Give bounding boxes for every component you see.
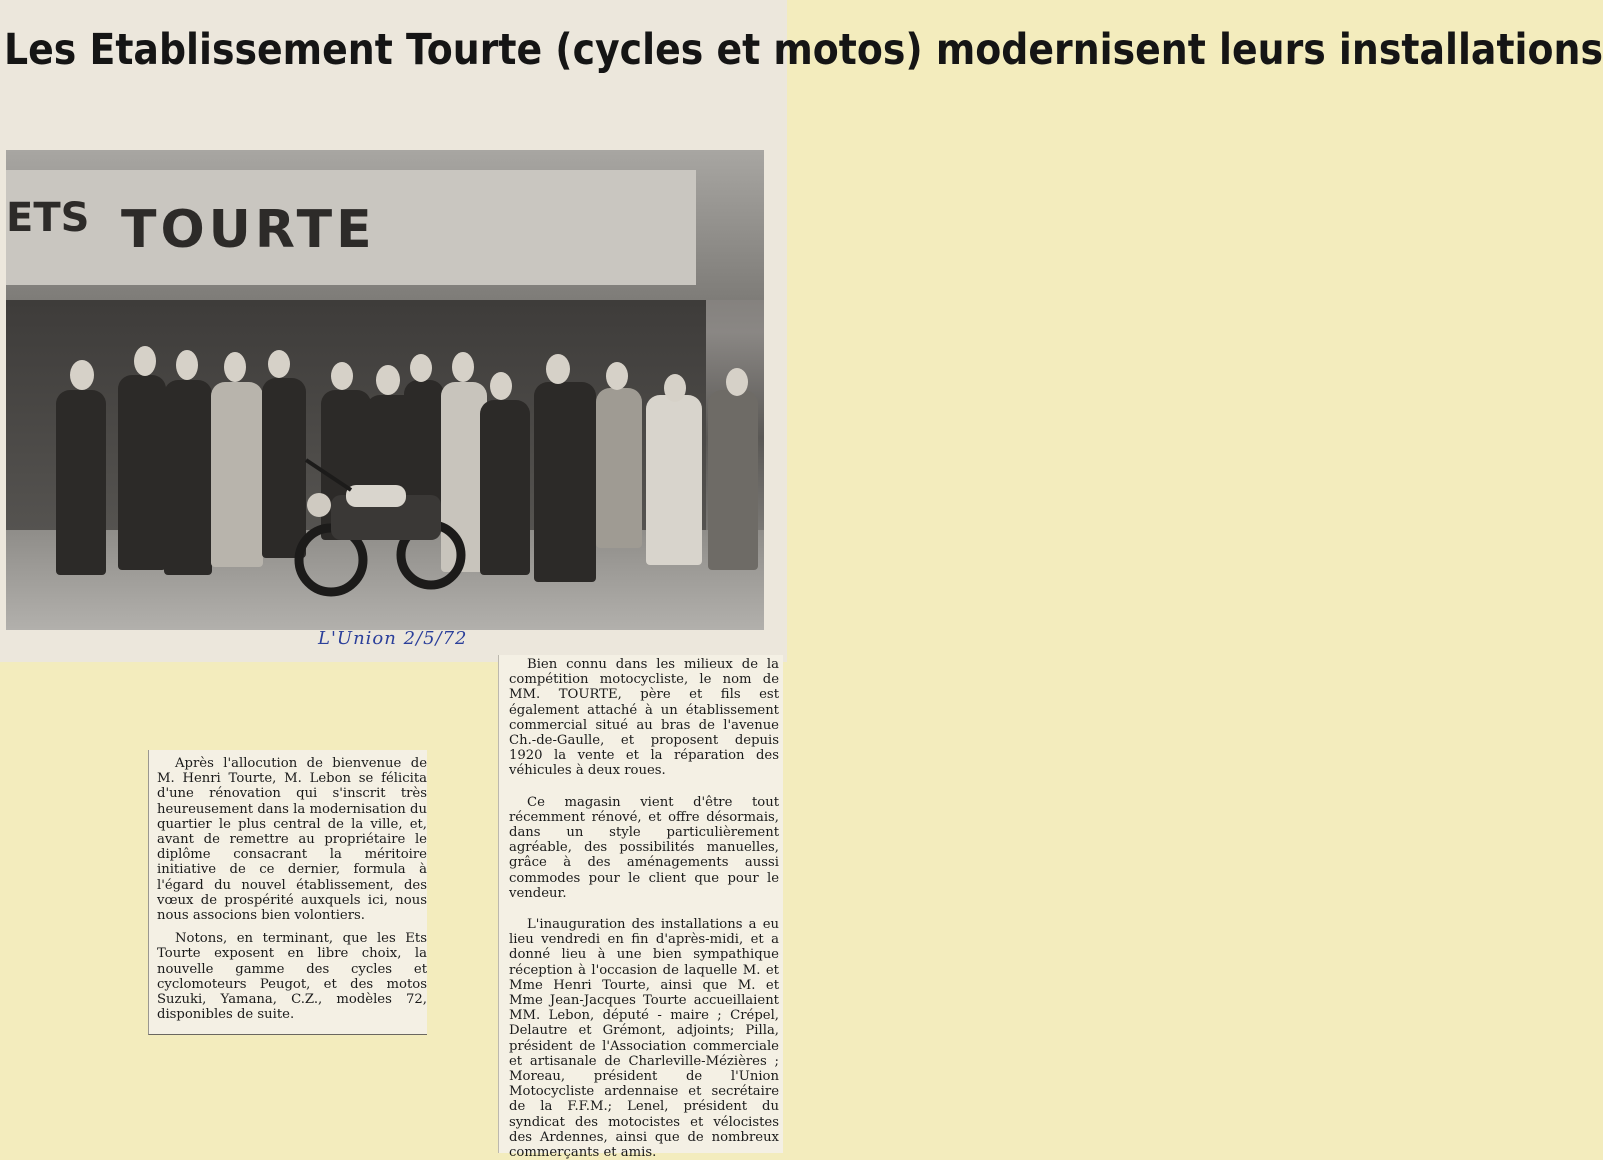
person-head: [376, 365, 400, 395]
person-head: [452, 352, 474, 382]
person-figure: [211, 382, 263, 567]
person-head: [664, 374, 686, 402]
person-figure: [480, 400, 530, 575]
shop-sign-tourte: TOURTE: [121, 200, 376, 260]
person-head: [331, 362, 353, 390]
person-head: [410, 354, 432, 382]
article-paragraph: Notons, en terminant, que les Ets Tourte exposent en libre choix, la nouvelle gamme des cycles et cyclomoteurs Peugot, et des motos Suzuki, Yamana, C.Z., modèles 72, disponibles de suite.: [157, 931, 427, 1023]
person-figure: [118, 375, 166, 570]
person-head: [268, 350, 290, 378]
person-head: [70, 360, 94, 390]
person-figure: [56, 390, 106, 575]
person-head: [606, 362, 628, 390]
article-paragraph: Bien connu dans les milieux de la compétition motocycliste, le nom de MM. TOURTE, père et fils est également attaché à un établissement commercial situé au bras de l'avenue Ch.-de-Gaulle, et proposent depuis 1920 la vente et la réparation des véhicules à deux roues.: [509, 657, 779, 779]
person-figure: [708, 390, 758, 570]
person-head: [490, 372, 512, 400]
person-figure: [164, 380, 212, 575]
shop-sign-ets: ETS: [6, 195, 90, 241]
article-column-left: [148, 750, 427, 1035]
article-paragraph: Après l'allocution de bienvenue de M. Henri Tourte, M. Lebon se félicita d'une rénovation qui s'inscrit très heureusement dans la modernisation du quartier le plus central de la ville, et, avant de remettre au propriétaire le diplôme consacrant la méritoire initiative de ce dernier, formula à l'égard du nouvel établissement, des vœux de prospérité auxquels ici, nous nous associons bien volontiers.: [157, 756, 427, 924]
handwritten-source-note: L'Union 2/5/72: [318, 628, 468, 649]
person-figure: [596, 388, 642, 548]
shop-sign: [6, 170, 696, 285]
person-head: [726, 368, 748, 396]
person-head: [134, 346, 156, 376]
article-paragraph: Ce magasin vient d'être tout récemment rénové, et offre désormais, dans un style particulièrement agréable, des possibilités manuelles, grâce à des aménagements aussi commodes pour le client que pour le vendeur.: [509, 794, 779, 901]
person-figure: [534, 382, 596, 582]
person-head: [224, 352, 246, 382]
person-figure: [646, 395, 702, 565]
person-head: [546, 354, 570, 384]
article-photo: [6, 150, 764, 630]
motorcycle: [291, 450, 481, 600]
article-paragraph: L'inauguration des installations a eu lieu vendredi en fin d'après-midi, et a donné lieu à une bien sympathique réception à l'occasion de laquelle M. et Mme Henri Tourte, ainsi que M. et Mme Jean-Jacques Tourte accueillaient MM. Lebon, député - maire ; Crépel, Delautre et Grémont, adjoints; Pilla, président de l'Association commerciale et artisanale de Charleville-Mézières ; Moreau, président de l'Union Motocycliste ardennaise et secrétaire de la F.F.M.; Lenel, président du syndicat des motocistes et vélocistes des Ardennes, ainsi que de nombreux commerçants et amis.: [509, 917, 779, 1160]
article-headline: Les Etablissement Tourte (cycles et motos) modernisent leurs installations: [4, 25, 1603, 75]
person-head: [176, 350, 198, 380]
article-column-right: [498, 655, 783, 1160]
